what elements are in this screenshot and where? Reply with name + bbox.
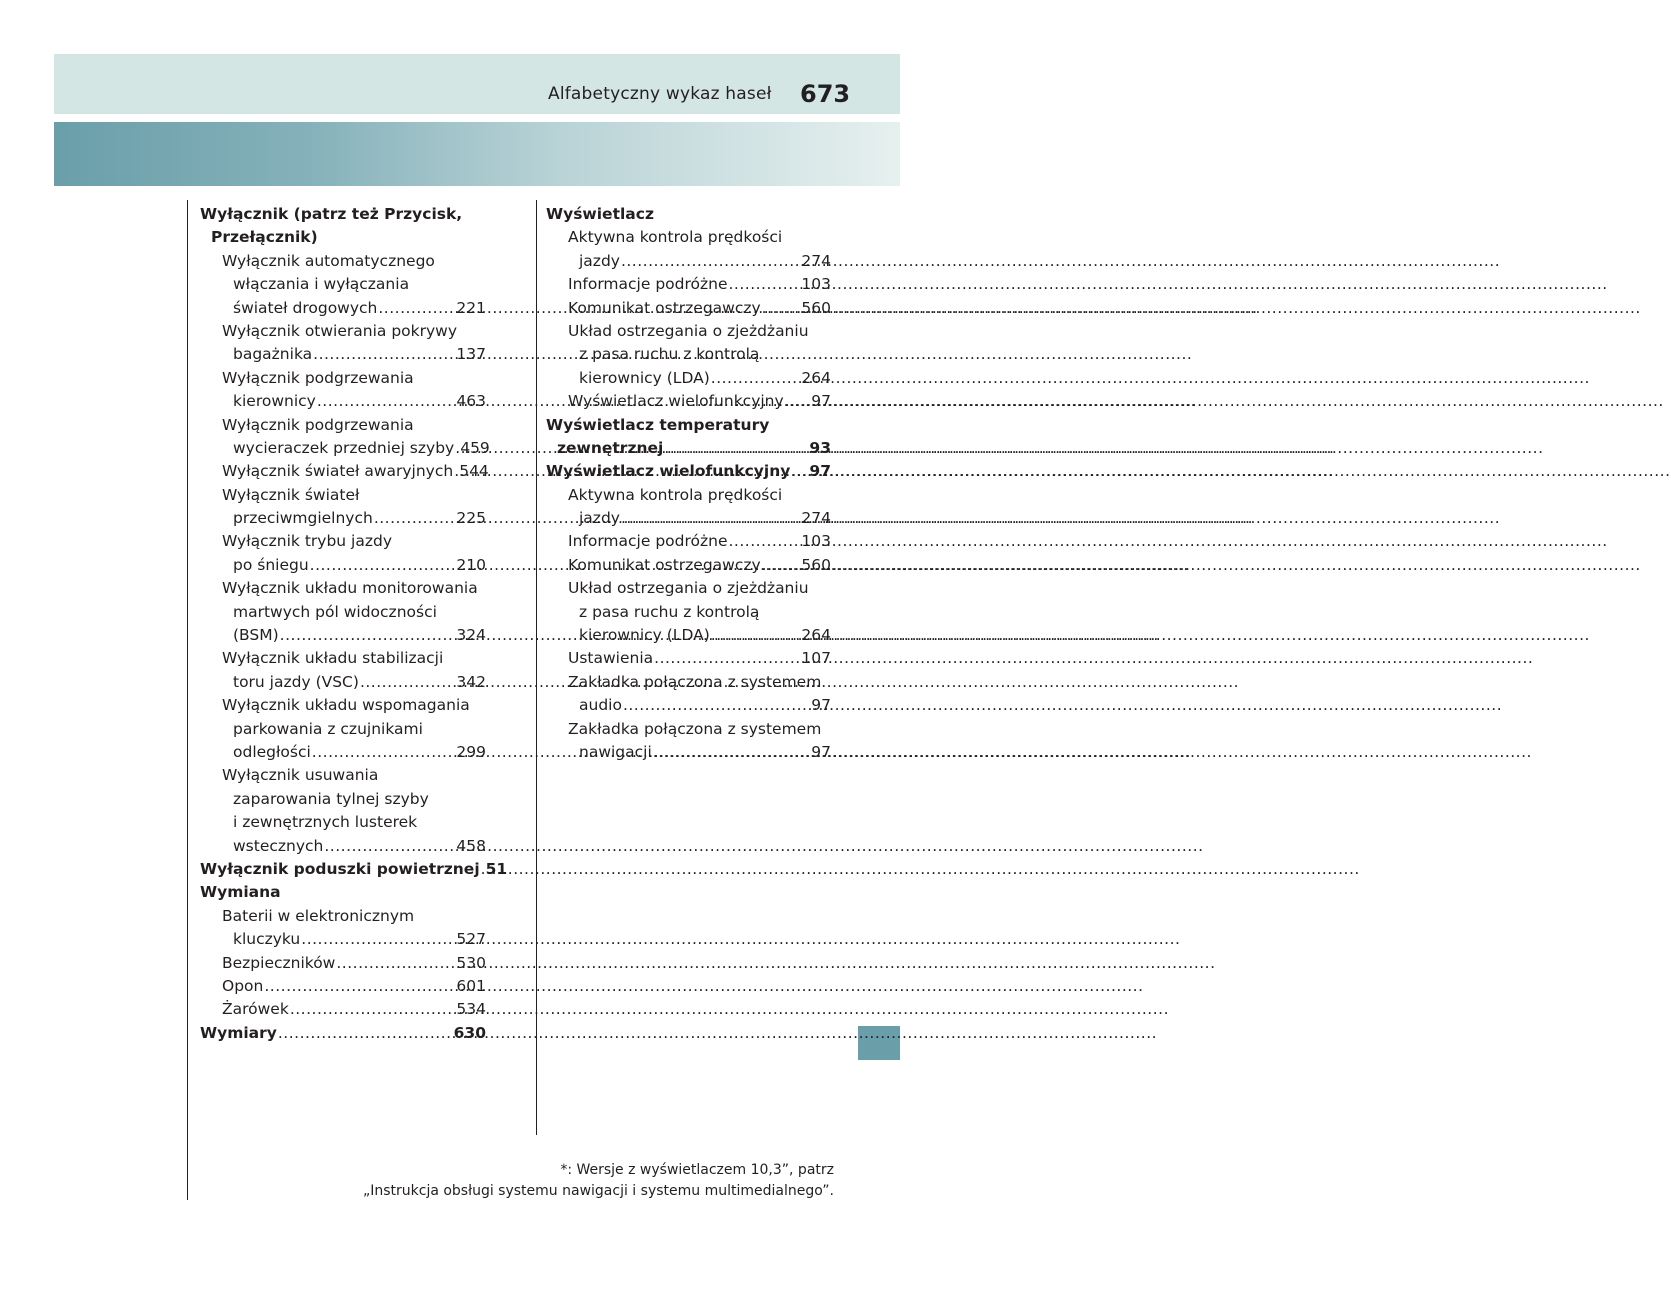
footnote-line-2: „Instrukcja obsługi systemu nawigacji i systemu multimedialnego”. bbox=[362, 1183, 834, 1199]
dot-leader bbox=[290, 998, 456, 1021]
index-entry-text: Ustawienia bbox=[568, 649, 654, 668]
dot-leader bbox=[654, 647, 800, 670]
index-entry bbox=[200, 320, 486, 343]
index-entry bbox=[200, 250, 486, 273]
index-entry-text: Aktywna kontrola prędkości bbox=[568, 485, 783, 504]
dot-leader bbox=[653, 741, 810, 764]
page-number: 673 bbox=[800, 80, 851, 108]
index-column-left bbox=[200, 203, 508, 1045]
index-entry bbox=[200, 343, 486, 366]
index-entry-page: 527 bbox=[456, 930, 486, 949]
index-entry-text: Przełącznik) bbox=[211, 228, 318, 247]
index-entry-page: 274 bbox=[801, 509, 831, 528]
index-entry bbox=[200, 764, 486, 787]
index-entry-page: 210 bbox=[456, 555, 486, 574]
dot-leader bbox=[729, 530, 801, 553]
index-entry-text: Wyświetlacz wielofunkcyjny bbox=[568, 392, 784, 411]
index-entry bbox=[546, 390, 831, 413]
index-entry-text: Wyłącznik trybu jazdy bbox=[222, 532, 392, 551]
index-entry-text: martwych pól widoczności bbox=[233, 602, 437, 621]
index-entry bbox=[200, 811, 486, 834]
index-entry-text: jazdy bbox=[579, 509, 620, 528]
index-entry bbox=[200, 601, 486, 624]
dot-leader bbox=[762, 297, 801, 320]
index-entry bbox=[200, 203, 486, 226]
index-entry-page: 137 bbox=[456, 345, 486, 364]
dot-leader bbox=[313, 343, 455, 366]
index-entry-text: Wyłącznik świateł bbox=[222, 485, 360, 504]
dot-leader bbox=[324, 835, 455, 858]
index-entry-page: 459 bbox=[460, 438, 490, 457]
index-entry bbox=[200, 414, 486, 437]
index-entry-text: przeciwmgielnych bbox=[233, 509, 373, 528]
index-entry-text: Informacje podróżne bbox=[568, 275, 728, 294]
index-entry-text: Zakładka połączona z systemem bbox=[568, 719, 822, 738]
index-entry bbox=[200, 998, 486, 1021]
index-entry-text: Wyłącznik (patrz też Przycisk, bbox=[200, 205, 463, 223]
index-entry bbox=[546, 507, 831, 530]
index-entry-text: wstecznych bbox=[233, 836, 324, 855]
index-entry-text: Aktywna kontrola prędkości bbox=[568, 228, 783, 247]
index-entry-text: Wyświetlacz bbox=[546, 205, 654, 223]
index-entry bbox=[546, 554, 831, 577]
index-column-right bbox=[546, 203, 831, 764]
index-entry bbox=[546, 484, 831, 507]
index-entry-page: 97 bbox=[809, 462, 831, 481]
index-entry-text: Zakładka połączona z systemem bbox=[568, 672, 822, 691]
index-entry bbox=[546, 530, 831, 553]
index-entry-text: toru jazdy (VSC) bbox=[233, 672, 359, 691]
index-entry-page: 97 bbox=[811, 696, 831, 715]
index-entry-page: 274 bbox=[801, 251, 831, 270]
index-entry bbox=[546, 671, 831, 694]
index-entry bbox=[200, 507, 486, 530]
index-entry-page: 107 bbox=[801, 649, 831, 668]
index-entry bbox=[200, 671, 486, 694]
index-entry bbox=[200, 484, 486, 507]
index-entry bbox=[200, 273, 486, 296]
index-entry bbox=[546, 343, 831, 366]
index-entry-text: audio bbox=[579, 696, 622, 715]
footnote-line-1: *: Wersje z wyświetlaczem 10,3”, patrz bbox=[560, 1162, 834, 1178]
dot-leader bbox=[711, 624, 801, 647]
index-entry-text: Wyłącznik automatycznego bbox=[222, 251, 435, 270]
index-entry-text: Opon bbox=[222, 976, 264, 995]
index-entry-text: po śniegu bbox=[233, 555, 309, 574]
index-entry bbox=[546, 460, 831, 483]
index-entry-page: 103 bbox=[801, 532, 831, 551]
index-entry-text: Układ ostrzegania o zjeżdżaniu bbox=[568, 321, 809, 340]
index-entry-page: 560 bbox=[801, 555, 831, 574]
index-entry bbox=[200, 975, 486, 998]
index-entry-text: z pasa ruchu z kontrolą bbox=[579, 345, 760, 364]
index-entry-text: Wymiana bbox=[200, 883, 281, 902]
index-entry-text: Wyłącznik otwierania pokrywy bbox=[222, 321, 458, 340]
column-divider-left bbox=[187, 200, 188, 1200]
index-entry-text: Wyłącznik poduszki powietrznej bbox=[200, 859, 480, 878]
index-entry-text: Wyświetlacz wielofunkcyjny bbox=[546, 462, 791, 481]
index-entry bbox=[200, 577, 486, 600]
index-entry bbox=[200, 905, 486, 928]
index-entry bbox=[546, 297, 831, 320]
index-entry bbox=[200, 460, 489, 483]
index-entry-text: odległości bbox=[233, 742, 311, 761]
dot-leader bbox=[481, 858, 485, 881]
index-entry bbox=[200, 788, 486, 811]
index-entry-text: Komunikat ostrzegawczy bbox=[568, 298, 761, 317]
index-entry bbox=[200, 226, 486, 249]
index-entry bbox=[546, 226, 831, 249]
dot-leader bbox=[336, 952, 455, 975]
index-entry-page: 51 bbox=[485, 859, 508, 878]
index-entry-text: Wyłącznik układu monitorowania bbox=[222, 579, 478, 598]
index-entry-page: 458 bbox=[456, 836, 486, 855]
index-entry-text: i zewnętrznych lusterek bbox=[233, 813, 418, 832]
index-entry bbox=[200, 647, 486, 670]
index-entry bbox=[200, 928, 486, 951]
index-entry bbox=[200, 694, 486, 717]
index-entry-text: Informacje podróżne bbox=[568, 532, 728, 551]
index-entry-page: 324 bbox=[456, 626, 486, 645]
footnote bbox=[363, 1160, 834, 1202]
index-entry-page: 630 bbox=[453, 1023, 486, 1042]
index-entry-page: 225 bbox=[456, 509, 486, 528]
index-entry-text: włączania i wyłączania bbox=[233, 275, 410, 294]
index-entry bbox=[200, 297, 486, 320]
index-entry bbox=[546, 624, 831, 647]
dot-leader bbox=[378, 297, 455, 320]
index-entry-text: Układ ostrzegania o zjeżdżaniu bbox=[568, 579, 809, 598]
index-entry-page: 221 bbox=[456, 298, 486, 317]
index-entry-text: Wyłącznik układu stabilizacji bbox=[222, 649, 444, 668]
index-entry bbox=[546, 577, 831, 600]
index-entry-page: 342 bbox=[456, 672, 486, 691]
index-entry-page: 544 bbox=[459, 462, 489, 481]
index-entry bbox=[200, 437, 490, 460]
index-entry-text: Wyłącznik podgrzewania bbox=[222, 415, 414, 434]
dot-leader bbox=[455, 437, 459, 460]
index-entry-text: wycieraczek przedniej szyby bbox=[233, 438, 455, 457]
index-entry-text: kierownicy bbox=[233, 392, 316, 411]
index-entry bbox=[546, 320, 831, 343]
index-entry bbox=[200, 390, 486, 413]
index-entry-text: zewnętrznej bbox=[557, 438, 664, 457]
index-entry bbox=[546, 250, 831, 273]
index-entry-page: 264 bbox=[801, 626, 831, 645]
index-entry-page: 463 bbox=[456, 392, 486, 411]
index-entry-text: (BSM) bbox=[233, 626, 279, 645]
index-entry-page: 97 bbox=[811, 392, 831, 411]
index-entry-text: kierownicy (LDA) bbox=[579, 368, 710, 387]
dot-leader bbox=[454, 460, 458, 483]
decorative-gradient-band bbox=[54, 122, 900, 186]
dot-leader bbox=[301, 928, 455, 951]
dot-leader bbox=[729, 273, 801, 296]
index-entry-text: Wyświetlacz temperatury bbox=[546, 415, 770, 434]
index-entry bbox=[546, 647, 831, 670]
index-entry-page: 299 bbox=[456, 742, 486, 761]
index-entry bbox=[200, 835, 486, 858]
dot-leader bbox=[762, 554, 801, 577]
index-entry bbox=[546, 741, 831, 764]
index-entry bbox=[546, 718, 831, 741]
index-entry-text: Wymiary bbox=[200, 1023, 277, 1042]
dot-leader bbox=[791, 460, 808, 483]
dot-leader bbox=[310, 554, 456, 577]
index-entry-text: kierownicy (LDA) bbox=[579, 626, 710, 645]
index-entry bbox=[546, 694, 831, 717]
index-entry-text: zaparowania tylnej szyby bbox=[233, 789, 429, 808]
dot-leader bbox=[278, 1022, 453, 1045]
index-entry bbox=[200, 624, 486, 647]
index-entry-page: 264 bbox=[801, 368, 831, 387]
index-entry-text: z pasa ruchu z kontrolą bbox=[579, 602, 760, 621]
index-entry-text: nawigacji bbox=[579, 742, 652, 761]
index-entry-text: Żarówek bbox=[222, 1000, 289, 1019]
index-entry bbox=[200, 554, 486, 577]
index-entry bbox=[546, 437, 831, 460]
index-entry bbox=[546, 203, 831, 226]
index-entry bbox=[200, 881, 486, 904]
dot-leader bbox=[317, 390, 456, 413]
index-entry bbox=[546, 273, 831, 296]
index-entry-page: 93 bbox=[809, 438, 831, 457]
index-entry-page: 97 bbox=[811, 742, 831, 761]
index-entry bbox=[200, 952, 486, 975]
index-entry bbox=[200, 718, 486, 741]
index-entry bbox=[546, 601, 831, 624]
index-entry-page: 103 bbox=[801, 275, 831, 294]
index-entry-text: Wyłącznik układu wspomagania bbox=[222, 696, 470, 715]
index-entry-text: Wyłącznik świateł awaryjnych bbox=[222, 462, 454, 481]
index-entry-text: Wyłącznik usuwania bbox=[222, 766, 379, 785]
index-entry-text: Wyłącznik podgrzewania bbox=[222, 368, 414, 387]
dot-leader bbox=[711, 367, 801, 390]
dot-leader bbox=[264, 975, 455, 998]
index-entry bbox=[546, 414, 831, 437]
index-entry bbox=[200, 1022, 486, 1045]
dot-leader bbox=[360, 671, 455, 694]
dot-leader bbox=[785, 390, 811, 413]
index-entry-text: bagażnika bbox=[233, 345, 313, 364]
index-entry bbox=[200, 858, 508, 881]
index-entry bbox=[546, 367, 831, 390]
dot-leader bbox=[312, 741, 456, 764]
index-entry-text: świateł drogowych bbox=[233, 298, 378, 317]
index-entry-page: 560 bbox=[801, 298, 831, 317]
index-entry-text: parkowania z czujnikami bbox=[233, 719, 423, 738]
index-entry bbox=[200, 741, 486, 764]
index-entry-page: 530 bbox=[456, 953, 486, 972]
dot-leader bbox=[280, 624, 456, 647]
index-entry-text: kluczyku bbox=[233, 930, 301, 949]
index-entry-text: Bezpieczników bbox=[222, 953, 336, 972]
index-entry-text: jazdy bbox=[579, 251, 620, 270]
index-entry bbox=[200, 367, 486, 390]
index-entry-page: 601 bbox=[456, 976, 486, 995]
index-entry bbox=[200, 530, 486, 553]
index-entry-text: Baterii w elektronicznym bbox=[222, 906, 415, 925]
dot-leader bbox=[621, 507, 800, 530]
dot-leader bbox=[623, 694, 810, 717]
section-title: Alfabetyczny wykaz haseł bbox=[548, 84, 772, 104]
index-entry-page: 534 bbox=[456, 1000, 486, 1019]
header-bar bbox=[54, 54, 900, 114]
dot-leader bbox=[374, 507, 456, 530]
dot-leader bbox=[621, 250, 800, 273]
index-entry-text: Komunikat ostrzegawczy bbox=[568, 555, 761, 574]
dot-leader bbox=[664, 437, 808, 460]
